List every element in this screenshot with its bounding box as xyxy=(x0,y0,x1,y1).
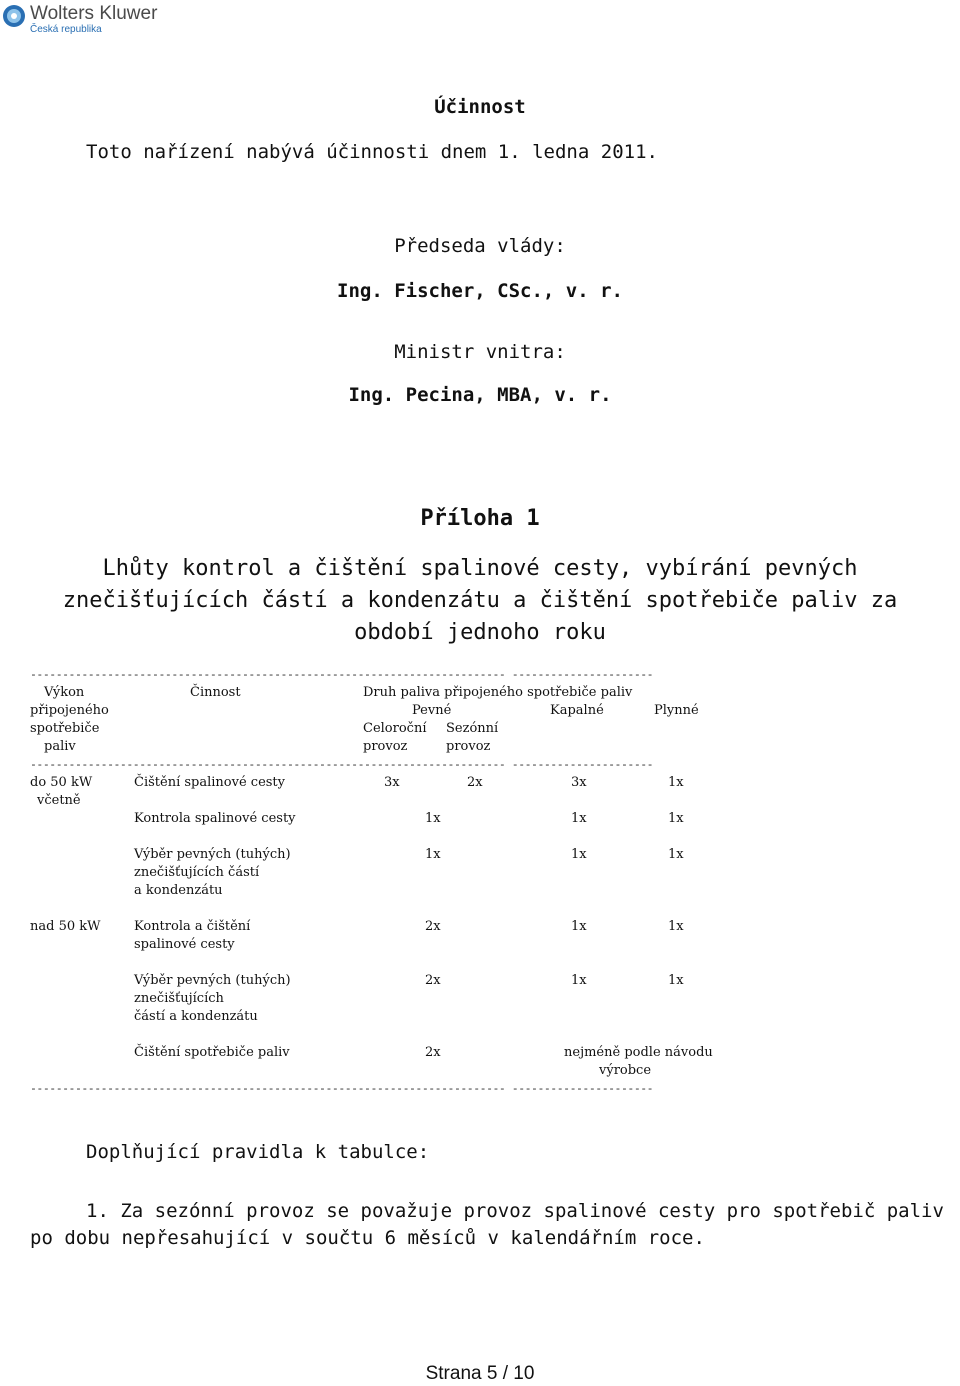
kapalne-plynne-cell: nejméně podle návodu xyxy=(564,1045,713,1060)
header-vykon: paliv xyxy=(44,739,76,754)
pevne-cell: 1x xyxy=(425,847,441,862)
activity-cell: Kontrola spalinové cesty xyxy=(134,811,296,826)
header-sezonni: provoz xyxy=(446,739,491,754)
signature-name: Ing. Pecina, MBA, v. r. xyxy=(348,384,612,406)
pevne-cell: 2x xyxy=(425,919,441,934)
plynne-cell: 1x xyxy=(668,775,684,790)
effectivity-text: Toto nařízení nabývá účinnosti dnem 1. ledna 2011. xyxy=(86,141,658,163)
kapalne-cell: 1x xyxy=(571,973,587,988)
annex-subtitle-line: znečišťujících částí a kondenzátu a čištění spotřebiče paliv za xyxy=(62,588,898,613)
pevne-cell: 1x xyxy=(425,811,441,826)
rule-item: 1. Za sezónní provoz se považuje provoz spalinové cesty pro spotřebič paliv xyxy=(86,1200,944,1222)
activity-cell: znečišťujících částí xyxy=(134,865,260,880)
table-rule: -------------------------------------------------------------------------- ---------------------- xyxy=(30,667,654,681)
plynne-cell: 1x xyxy=(668,847,684,862)
activity-cell: a kondenzátu xyxy=(134,883,223,898)
header-celorocni: provoz xyxy=(363,739,408,754)
publisher-logo xyxy=(3,3,158,39)
activity-cell: částí a kondenzátu xyxy=(134,1009,258,1024)
header-vykon: připojeného xyxy=(30,703,109,718)
kapalne-cell: 1x xyxy=(571,919,587,934)
kapalne-cell: 1x xyxy=(571,847,587,862)
sezonni-cell: 2x xyxy=(467,775,483,790)
power-category: do 50 kW xyxy=(30,775,93,790)
header-druh-paliva: Druh paliva připojeného spotřebiče paliv xyxy=(363,685,633,700)
signature-role: Předseda vlády: xyxy=(394,235,566,257)
pevne-cell: 2x xyxy=(425,1045,441,1060)
activity-cell: znečišťujících xyxy=(134,991,224,1006)
power-category: včetně xyxy=(37,793,81,808)
plynne-cell: 1x xyxy=(668,811,684,826)
activity-cell: Čištění spalinové cesty xyxy=(134,775,285,790)
header-pevne: Pevné xyxy=(412,703,452,718)
activity-cell: Výběr pevných (tuhých) xyxy=(134,973,291,988)
wolters-kluwer-logo-icon xyxy=(3,5,25,27)
power-category: nad 50 kW xyxy=(30,919,101,934)
celorocni-cell: 3x xyxy=(384,775,400,790)
plynne-cell: 1x xyxy=(668,973,684,988)
header-sezonni: Sezónní xyxy=(446,721,499,736)
activity-cell: Výběr pevných (tuhých) xyxy=(134,847,291,862)
annex-title: Příloha 1 xyxy=(420,506,540,531)
annex-subtitle-line: Lhůty kontrol a čištění spalinové cesty, vybírání pevných xyxy=(102,556,858,581)
kapalne-cell: 3x xyxy=(571,775,587,790)
signature-role: Ministr vnitra: xyxy=(394,341,566,363)
signature-name: Ing. Fischer, CSc., v. r. xyxy=(337,280,623,302)
activity-cell: Čištění spotřebiče paliv xyxy=(134,1045,290,1060)
header-cinnost: Činnost xyxy=(190,685,241,700)
header-celorocni: Celoroční xyxy=(363,721,427,736)
logo-name: Wolters Kluwer xyxy=(30,3,158,24)
pevne-cell: 2x xyxy=(425,973,441,988)
logo-subtitle: Česká republika xyxy=(30,24,102,35)
kapalne-plynne-cell: výrobce xyxy=(599,1063,652,1078)
table-rule: -------------------------------------------------------------------------- ---------------------- xyxy=(30,757,654,771)
header-plynne: Plynné xyxy=(654,703,699,718)
table-rule: -------------------------------------------------------------------------- ---------------------- xyxy=(30,1081,654,1095)
plynne-cell: 1x xyxy=(668,919,684,934)
effectivity-heading: Účinnost xyxy=(434,96,526,118)
header-vykon: Výkon xyxy=(44,685,85,700)
rule-item: po dobu nepřesahující v součtu 6 měsíců v kalendářním roce. xyxy=(30,1227,705,1249)
activity-cell: Kontrola a čištění xyxy=(134,919,251,934)
page-number: Strana 5 / 10 xyxy=(425,1363,535,1384)
activity-cell: spalinové cesty xyxy=(134,937,235,952)
header-vykon: spotřebiče xyxy=(30,721,100,736)
rules-heading: Doplňující pravidla k tabulce: xyxy=(86,1141,430,1163)
kapalne-cell: 1x xyxy=(571,811,587,826)
header-kapalne: Kapalné xyxy=(550,703,604,718)
annex-subtitle-line: období jednoho roku xyxy=(354,620,606,645)
